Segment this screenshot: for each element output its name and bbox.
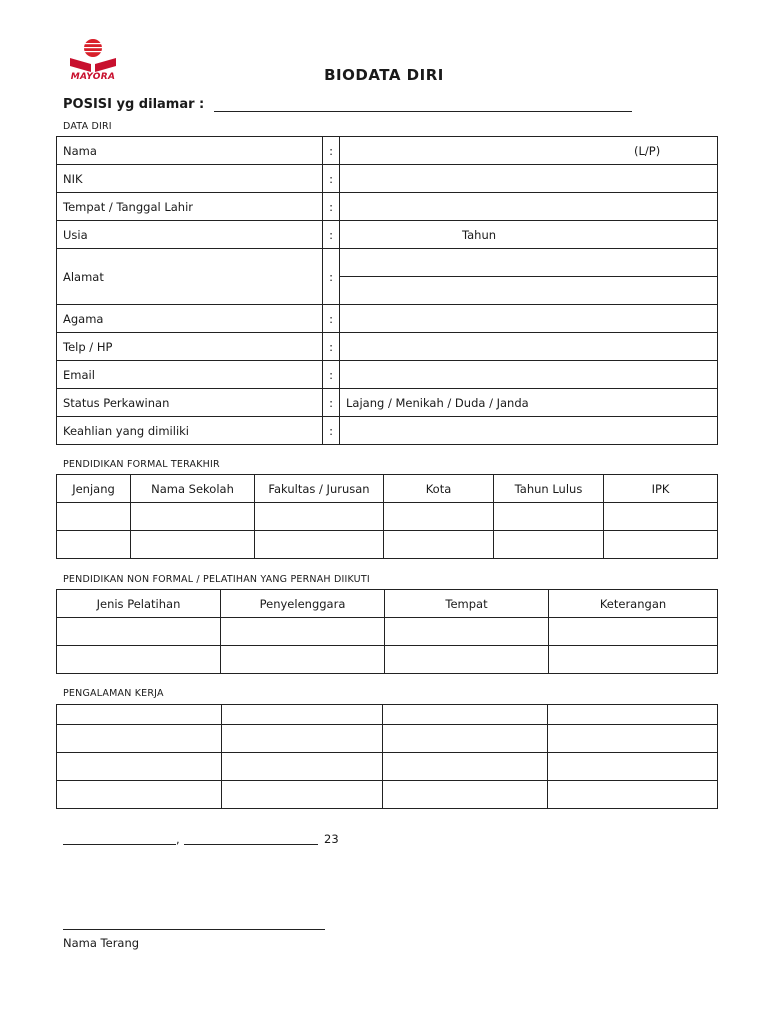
pengalaman-kerja-table	[56, 704, 718, 809]
colon: :	[323, 305, 340, 333]
email-field[interactable]	[340, 361, 718, 389]
colon: :	[323, 333, 340, 361]
table-cell[interactable]	[548, 753, 718, 781]
page-title: BIODATA DIRI	[324, 66, 444, 84]
table-cell[interactable]	[221, 618, 385, 646]
col-jenis-pelatihan: Jenis Pelatihan	[57, 590, 221, 618]
table-cell[interactable]	[222, 781, 383, 809]
signature-line[interactable]	[63, 929, 325, 930]
table-cell[interactable]	[383, 781, 548, 809]
section-data-diri: DATA DIRI	[63, 121, 112, 132]
nama-terang-label: Nama Terang	[63, 936, 140, 950]
table-cell[interactable]	[57, 753, 222, 781]
table-cell[interactable]	[57, 725, 222, 753]
section-pendidikan-non-formal: PENDIDIKAN NON FORMAL / PELATIHAN YANG PERNAH DIIKUTI	[63, 574, 370, 585]
table-row	[57, 618, 718, 646]
table-cell[interactable]	[384, 531, 494, 559]
table-cell[interactable]	[255, 531, 384, 559]
date-line[interactable]	[184, 844, 318, 845]
table-cell[interactable]	[549, 646, 718, 674]
posisi-label: POSISI yg dilamar :	[63, 97, 205, 112]
label-agama: Agama	[57, 305, 323, 333]
label-nama: Nama	[57, 137, 323, 165]
table-cell[interactable]	[57, 705, 222, 725]
table-cell[interactable]	[222, 705, 383, 725]
section-pengalaman-kerja: PENGALAMAN KERJA	[63, 688, 164, 699]
table-cell[interactable]	[221, 646, 385, 674]
place-line[interactable]	[63, 844, 176, 845]
colon: :	[323, 389, 340, 417]
table-header-row	[57, 590, 718, 618]
label-email: Email	[57, 361, 323, 389]
tahun-label: Tahun	[462, 227, 497, 242]
nik-field[interactable]	[340, 165, 718, 193]
col-nama-sekolah: Nama Sekolah	[131, 475, 255, 503]
label-alamat: Alamat	[57, 249, 323, 305]
table-cell[interactable]	[548, 725, 718, 753]
table-cell[interactable]	[57, 618, 221, 646]
table-header-row	[57, 475, 718, 503]
table-cell[interactable]	[222, 753, 383, 781]
table-cell[interactable]	[604, 503, 718, 531]
table-cell[interactable]	[384, 503, 494, 531]
col-ipk: IPK	[604, 475, 718, 503]
table-row	[57, 753, 718, 781]
ttl-field[interactable]	[340, 193, 718, 221]
agama-field[interactable]	[340, 305, 718, 333]
pendidikan-formal-table	[56, 474, 718, 559]
nama-field[interactable]	[340, 137, 718, 165]
table-row	[57, 781, 718, 809]
col-penyelenggara: Penyelenggara	[221, 590, 385, 618]
table-cell[interactable]	[383, 753, 548, 781]
label-keahlian: Keahlian yang dimiliki	[57, 417, 323, 445]
table-row	[57, 193, 718, 221]
posisi-input-line[interactable]	[214, 111, 632, 112]
table-cell[interactable]	[549, 618, 718, 646]
label-ttl: Tempat / Tanggal Lahir	[57, 193, 323, 221]
table-cell[interactable]	[383, 705, 548, 725]
data-diri-table	[56, 136, 718, 445]
colon: :	[323, 361, 340, 389]
table-row	[57, 333, 718, 361]
col-fakultas: Fakultas / Jurusan	[255, 475, 384, 503]
alamat-field-2[interactable]	[340, 277, 718, 305]
table-header-row	[57, 705, 718, 725]
colon: :	[323, 417, 340, 445]
table-cell[interactable]	[57, 503, 131, 531]
table-cell[interactable]	[255, 503, 384, 531]
table-row	[57, 531, 718, 559]
table-cell[interactable]	[222, 725, 383, 753]
table-cell[interactable]	[57, 646, 221, 674]
table-row	[57, 249, 718, 277]
status-field[interactable]: Lajang / Menikah / Duda / Janda	[340, 389, 718, 417]
colon: :	[323, 221, 340, 249]
table-row	[57, 503, 718, 531]
label-telp: Telp / HP	[57, 333, 323, 361]
table-cell[interactable]	[57, 781, 222, 809]
label-status: Status Perkawinan	[57, 389, 323, 417]
table-row	[57, 361, 718, 389]
col-tahun-lulus: Tahun Lulus	[494, 475, 604, 503]
table-cell[interactable]	[385, 618, 549, 646]
logo-text: MAYORA	[70, 72, 116, 82]
label-usia: Usia	[57, 221, 323, 249]
table-row	[57, 221, 718, 249]
section-pendidikan-formal: PENDIDIKAN FORMAL TERAKHIR	[63, 459, 220, 470]
table-cell[interactable]	[494, 531, 604, 559]
col-keterangan: Keterangan	[549, 590, 718, 618]
table-row	[57, 725, 718, 753]
table-cell[interactable]	[548, 705, 718, 725]
table-cell[interactable]	[385, 646, 549, 674]
table-cell[interactable]	[57, 531, 131, 559]
colon: :	[323, 137, 340, 165]
colon: :	[323, 165, 340, 193]
year-label: 23	[324, 832, 339, 846]
usia-field[interactable]	[340, 221, 718, 249]
comma: ,	[176, 832, 180, 846]
table-row	[57, 646, 718, 674]
table-row	[57, 305, 718, 333]
keahlian-field[interactable]	[340, 417, 718, 445]
table-cell[interactable]	[548, 781, 718, 809]
table-cell[interactable]	[604, 531, 718, 559]
table-cell[interactable]	[383, 725, 548, 753]
col-kota: Kota	[384, 475, 494, 503]
colon: :	[323, 193, 340, 221]
table-row	[57, 165, 718, 193]
lp-label: (L/P)	[634, 143, 661, 158]
pendidikan-non-formal-table	[56, 589, 718, 674]
table-cell[interactable]	[131, 503, 255, 531]
table-row	[57, 137, 718, 165]
label-nik: NIK	[57, 165, 323, 193]
telp-field[interactable]	[340, 333, 718, 361]
table-row	[57, 389, 718, 417]
alamat-field-1[interactable]	[340, 249, 718, 277]
table-row	[57, 417, 718, 445]
col-jenjang: Jenjang	[57, 475, 131, 503]
col-tempat: Tempat	[385, 590, 549, 618]
table-cell[interactable]	[494, 503, 604, 531]
colon: :	[323, 249, 340, 305]
table-cell[interactable]	[131, 531, 255, 559]
